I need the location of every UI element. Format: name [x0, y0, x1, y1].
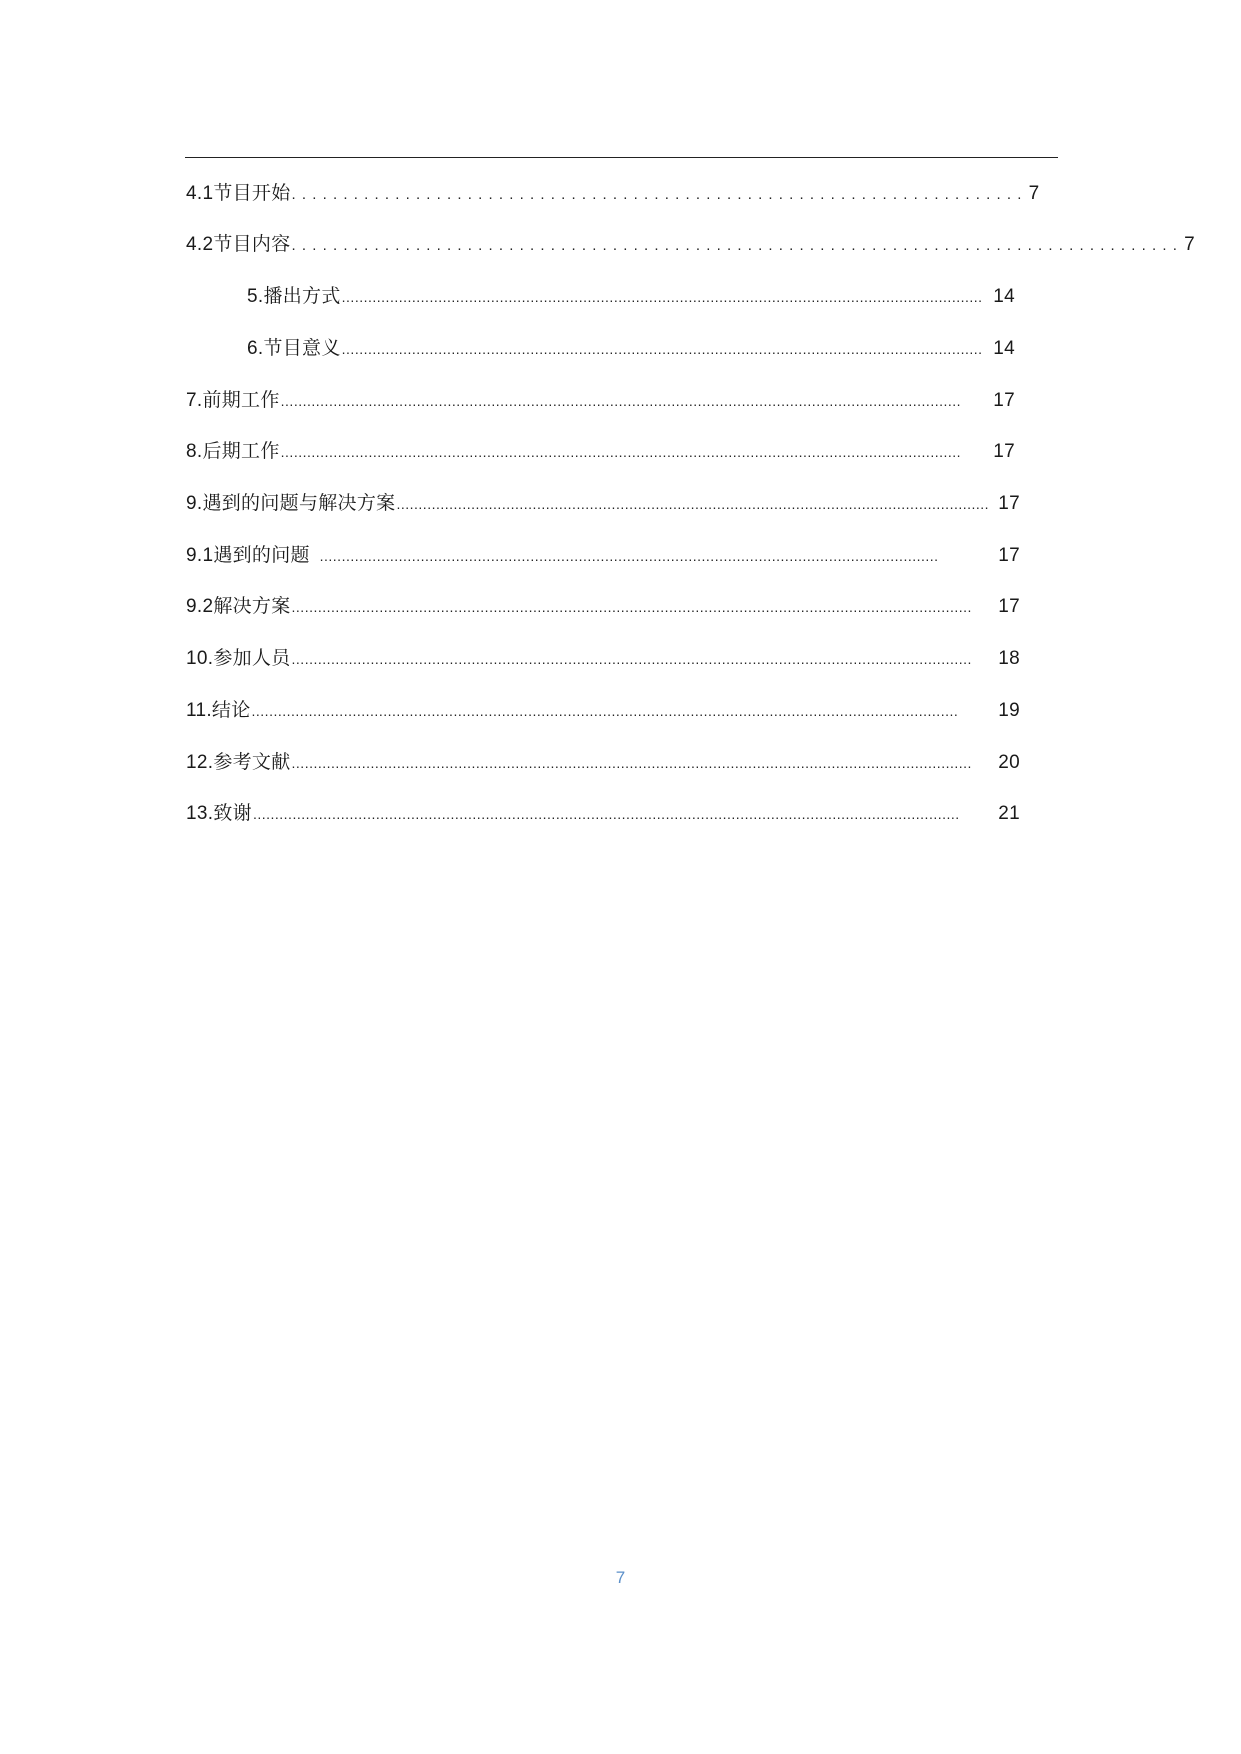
toc-entry-page: 18: [998, 648, 1020, 669]
toc-entry-11[interactable]: [186, 695, 1020, 725]
toc-leader-dots: ...........................................................................................................................................................: [291, 755, 972, 771]
toc-entry-page: 14: [993, 338, 1015, 359]
toc-entry-number: 9.1: [186, 545, 214, 566]
toc-leader-dots: .......................................................................: [291, 186, 1028, 203]
toc-entry-page: 7: [1028, 183, 1040, 204]
toc-entry-number: 5.: [247, 286, 264, 307]
toc-entry-page: 7: [1184, 234, 1196, 255]
toc-leader-dots: ...........................................................................................................................................................: [280, 444, 962, 460]
toc-entry-number: 4.1: [186, 183, 214, 204]
toc-entry-number: 7.: [186, 390, 203, 411]
footer-page-number: 7: [615, 1568, 626, 1587]
toc-entry-page: 20: [998, 752, 1020, 773]
toc-entry-6[interactable]: [247, 333, 1015, 363]
toc-entry-13[interactable]: [186, 798, 1020, 828]
toc-entry-4-1[interactable]: [186, 178, 1040, 208]
toc-entry-9-2[interactable]: [186, 591, 1020, 621]
toc-entry-8[interactable]: [186, 436, 1015, 466]
toc-entry-title: 前期工作: [202, 389, 280, 411]
toc-entry-page: 17: [998, 493, 1020, 514]
toc-leader-dots: ..................................................................................................................................................: [341, 289, 983, 305]
toc-entry-7[interactable]: [186, 385, 1015, 415]
toc-entry-number: 6.: [247, 338, 264, 359]
toc-entry-10[interactable]: [186, 643, 1020, 673]
toc-entry-number: 4.2: [186, 234, 214, 255]
toc-leader-dots: ..................................................................................................................................................: [341, 341, 983, 357]
toc-entry-title: 遇到的问题与解决方案: [202, 492, 396, 514]
toc-entry-page: 17: [998, 596, 1020, 617]
toc-entry-number: 10.: [186, 648, 214, 669]
toc-entry-number: 11.: [186, 700, 212, 721]
toc-entry-9[interactable]: [186, 488, 1020, 518]
toc-leader-dots: ...........................................................................................................................................................: [291, 599, 972, 615]
toc-leader-dots: ...........................................................................................................................................................: [280, 393, 962, 409]
toc-entry-page: 17: [993, 441, 1015, 462]
toc-leader-dots: ...........................................................................................................................................................: [291, 651, 972, 667]
toc-entry-12[interactable]: [186, 747, 1020, 777]
toc-entry-page: 14: [993, 286, 1015, 307]
toc-entry-title: 后期工作: [202, 440, 280, 462]
toc-entry-title: 参考文献: [213, 751, 291, 773]
toc-entry-page: 17: [993, 390, 1015, 411]
toc-entry-title: 节目内容: [213, 233, 291, 255]
toc-entry-title: 致谢: [213, 802, 252, 824]
toc-leader-dots: .......................................................................................................................................: [396, 496, 990, 512]
toc-entry-page: 19: [998, 700, 1020, 721]
toc-leader-dots: .................................................................................................................................................................: [251, 703, 959, 719]
toc-leader-dots: .................................................................................................................................................................: [252, 806, 960, 822]
toc-entry-number: 9.: [186, 493, 203, 514]
toc-entry-title: 播出方式: [263, 285, 341, 307]
toc-entry-title: 参加人员: [213, 647, 291, 669]
toc-entry-number: 12.: [186, 752, 214, 773]
toc-entry-number: 8.: [186, 441, 203, 462]
toc-leader-dots: ......................................................................................: [291, 237, 1184, 254]
toc-entry-title: 节目意义: [263, 337, 341, 359]
toc-entry-title: 结论: [211, 699, 251, 721]
toc-entry-9-1[interactable]: [186, 540, 1020, 570]
toc-entry-page: 21: [998, 803, 1020, 824]
toc-entry-title: 节目开始: [213, 182, 291, 204]
toc-leader-dots: .............................................................................................................................................: [310, 548, 939, 564]
toc-entry-title: 遇到的问题: [213, 544, 310, 566]
toc-entry-page: 17: [998, 545, 1020, 566]
toc-entry-number: 9.2: [186, 596, 214, 617]
toc-entry-title: 解决方案: [213, 595, 291, 617]
toc-entry-number: 13.: [186, 803, 214, 824]
toc-entry-4-2[interactable]: [186, 229, 1196, 259]
toc-entry-5[interactable]: [247, 281, 1015, 311]
